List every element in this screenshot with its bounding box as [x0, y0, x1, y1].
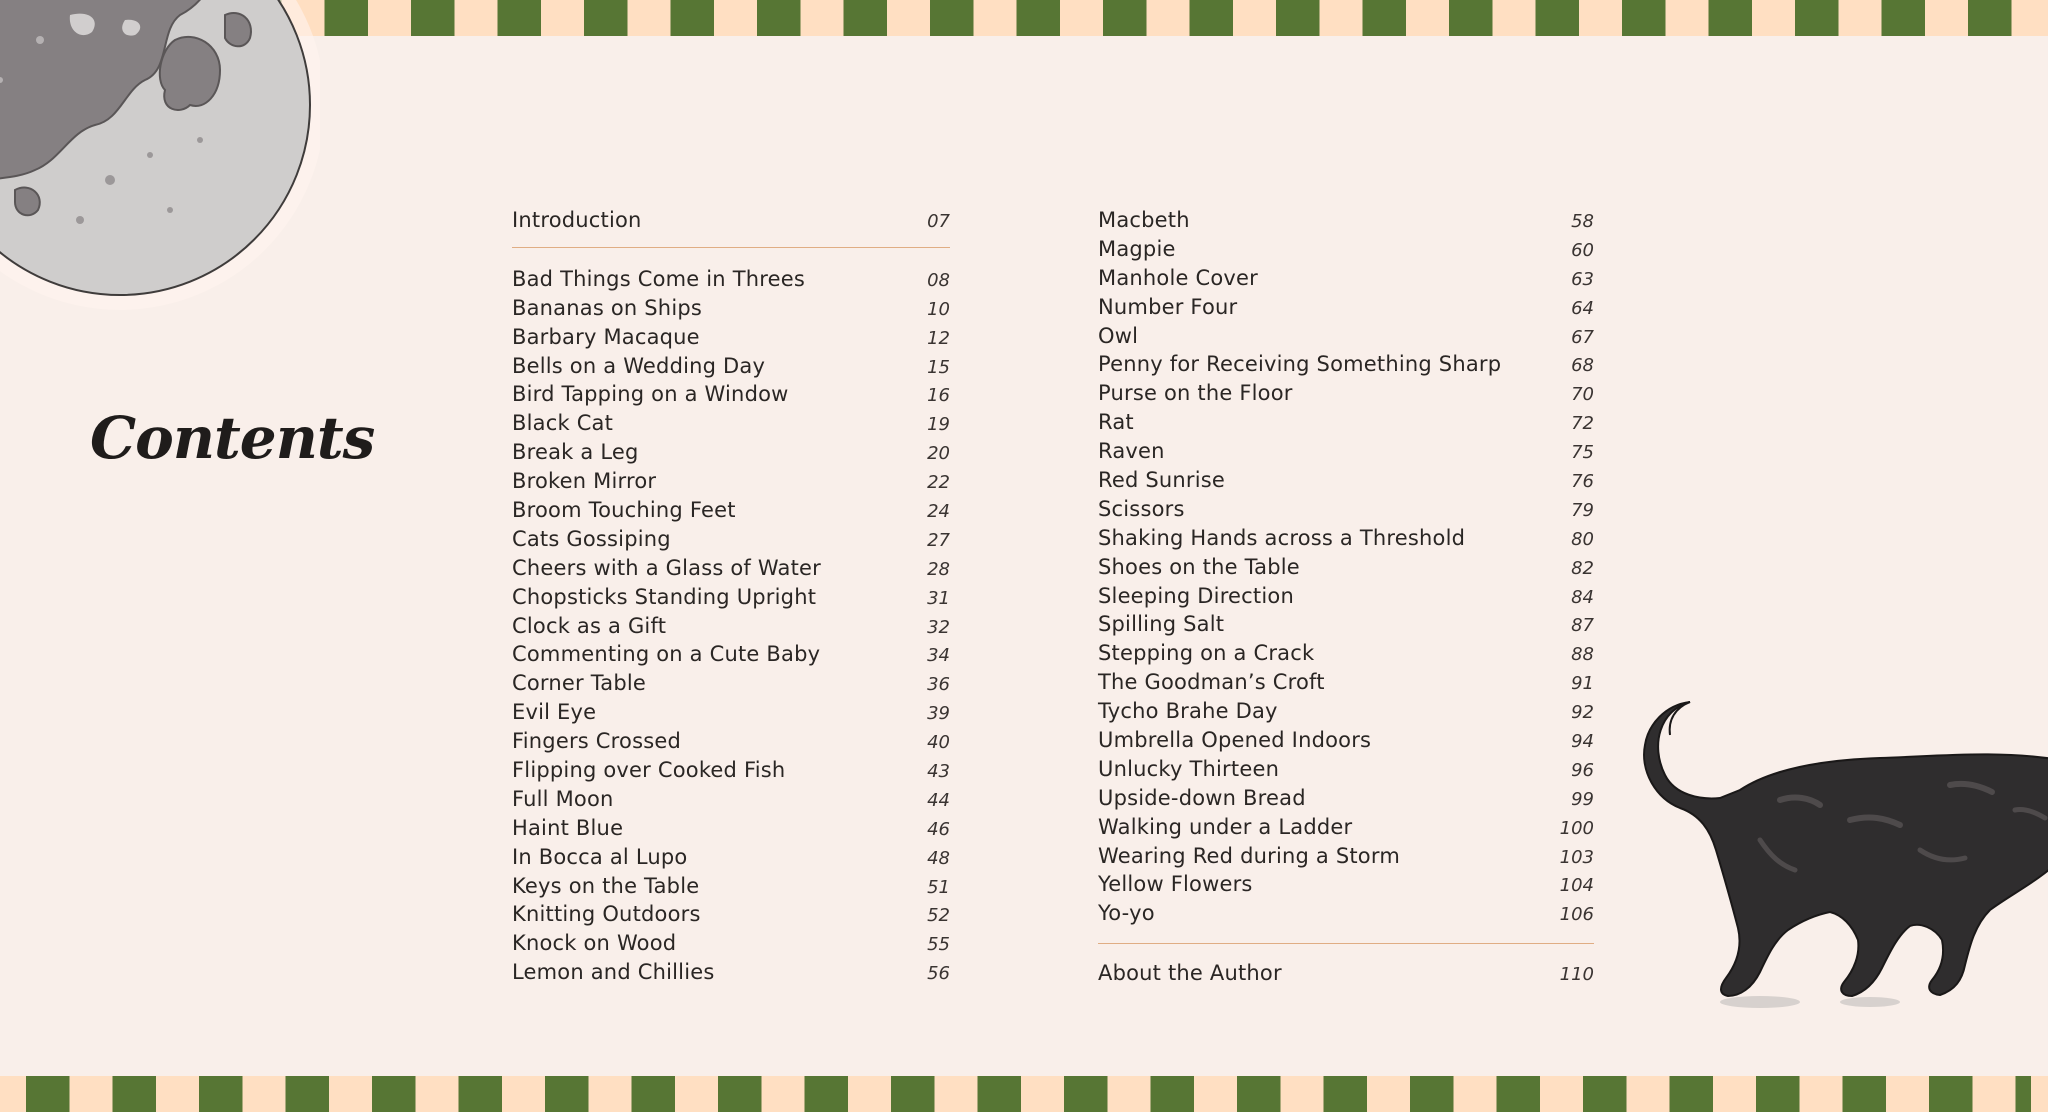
toc-entry-label: In Bocca al Lupo	[512, 844, 688, 869]
toc-entry-label: Unlucky Thirteen	[1098, 756, 1280, 781]
toc-entry[interactable]	[1098, 870, 1594, 899]
toc-entry[interactable]	[1098, 697, 1594, 726]
toc-entry-label: Knitting Outdoors	[512, 902, 701, 927]
toc-entry-page: 55	[927, 934, 950, 956]
toc-entry-page: 104	[1559, 875, 1594, 897]
toc-entry-page: 100	[1559, 817, 1594, 839]
toc-entry-label: Lemon and Chillies	[512, 960, 715, 985]
toc-entry-page: 79	[1571, 499, 1594, 521]
toc-entry[interactable]	[512, 323, 950, 352]
toc-entry[interactable]	[512, 958, 950, 987]
toc-entry-label: The Goodman’s Croft	[1098, 670, 1325, 695]
toc-entry-page: 60	[1571, 239, 1594, 261]
toc-entry-label: Cats Gossiping	[512, 526, 671, 551]
toc-entry[interactable]	[1098, 293, 1594, 322]
toc-entry-label: Shoes on the Table	[1098, 554, 1300, 579]
toc-entry[interactable]	[1098, 784, 1594, 813]
toc-list-right	[1098, 206, 1594, 928]
toc-entry[interactable]	[1098, 726, 1594, 755]
toc-entry-page: 82	[1571, 557, 1594, 579]
toc-entry-page: 58	[1571, 211, 1594, 232]
toc-entry-label: Yellow Flowers	[1098, 872, 1253, 897]
toc-entry-page: 96	[1571, 759, 1594, 781]
toc-entry-label: Bells on a Wedding Day	[512, 353, 766, 378]
toc-entry-introduction[interactable]	[512, 206, 950, 235]
toc-entry-label: Bad Things Come in Threes	[512, 266, 805, 291]
toc-entry-page: 76	[1571, 471, 1594, 493]
toc-entry-page: 36	[927, 674, 950, 696]
toc-entry[interactable]	[512, 294, 950, 323]
toc-entry[interactable]	[512, 554, 950, 583]
toc-entry[interactable]	[512, 409, 950, 438]
toc-entry[interactable]	[512, 380, 950, 409]
toc-entry-page: 10	[927, 298, 950, 320]
toc-entry-page: 28	[927, 558, 950, 580]
toc-entry[interactable]	[512, 467, 950, 496]
toc-entry-page: 56	[927, 963, 950, 985]
toc-entry-page: 67	[1571, 326, 1594, 348]
toc-entry[interactable]	[512, 640, 950, 669]
toc-entry-page: 110	[1559, 964, 1594, 986]
toc-entry-about-the-author[interactable]	[1098, 959, 1594, 988]
toc-entry[interactable]	[1098, 264, 1594, 293]
toc-entry[interactable]	[512, 669, 950, 698]
toc-entry-page: 64	[1571, 297, 1594, 319]
toc-entry-label: Macbeth	[1098, 208, 1190, 232]
toc-entry-page: 70	[1571, 384, 1594, 406]
toc-entry[interactable]	[1098, 553, 1594, 582]
toc-entry[interactable]	[1098, 437, 1594, 466]
toc-entry-label: Raven	[1098, 439, 1165, 464]
toc-entry-label: Full Moon	[512, 786, 614, 811]
toc-entry[interactable]	[1098, 668, 1594, 697]
bottom-stripe-border	[0, 1076, 2048, 1112]
toc-entry[interactable]	[1098, 639, 1594, 668]
toc-entry[interactable]	[512, 727, 950, 756]
toc-entry-label: Purse on the Floor	[1098, 381, 1293, 406]
toc-entry-label: Wearing Red during a Storm	[1098, 843, 1400, 868]
toc-entry-page: 87	[1571, 615, 1594, 637]
toc-entry[interactable]	[512, 496, 950, 525]
toc-entry-page: 84	[1571, 586, 1594, 608]
toc-entry-page: 80	[1571, 528, 1594, 550]
toc-entry[interactable]	[1098, 408, 1594, 437]
toc-entry-page: 40	[927, 732, 950, 754]
toc-entry-label: Owl	[1098, 323, 1139, 348]
toc-entry-label: Clock as a Gift	[512, 613, 667, 638]
toc-entry[interactable]	[512, 698, 950, 727]
contents-column-right	[1098, 206, 1594, 988]
toc-entry-page: 20	[927, 443, 950, 465]
toc-entry[interactable]	[512, 814, 950, 843]
toc-entry-page: 15	[927, 356, 950, 378]
toc-entry-page: 99	[1571, 788, 1594, 810]
toc-entry-label: About the Author	[1098, 961, 1282, 986]
toc-entry-label: Bananas on Ships	[512, 295, 703, 320]
toc-entry-label: Red Sunrise	[1098, 468, 1226, 493]
toc-entry-page: 27	[927, 529, 950, 551]
toc-entry-label: Broken Mirror	[512, 469, 657, 494]
toc-entry[interactable]	[512, 785, 950, 814]
toc-entry-label: Stepping on a Crack	[1098, 641, 1315, 666]
toc-entry-page: 103	[1559, 846, 1594, 868]
toc-entry[interactable]	[512, 438, 950, 467]
divider-rule	[512, 247, 950, 248]
toc-entry-label: Corner Table	[512, 671, 647, 696]
toc-entry-page: 34	[927, 645, 950, 667]
toc-entry-page: 44	[927, 789, 950, 811]
toc-entry-label: Bird Tapping on a Window	[512, 382, 789, 407]
toc-entry-page: 91	[1571, 673, 1594, 695]
toc-entry[interactable]	[1098, 322, 1594, 351]
toc-entry-label: Break a Leg	[512, 440, 639, 465]
toc-entry-label: Scissors	[1098, 496, 1185, 521]
toc-entry-label: Number Four	[1098, 294, 1238, 319]
toc-entry[interactable]	[512, 265, 950, 294]
toc-entry-page: 52	[927, 905, 950, 927]
toc-entry[interactable]	[1098, 610, 1594, 639]
toc-entry-label: Cheers with a Glass of Water	[512, 555, 821, 580]
toc-entry-page: 12	[927, 327, 950, 349]
toc-entry[interactable]	[512, 900, 950, 929]
toc-entry-page: 08	[927, 269, 950, 291]
toc-list-left	[512, 265, 950, 987]
toc-entry-page: 19	[927, 414, 950, 436]
toc-entry-label: Manhole Cover	[1098, 265, 1258, 290]
toc-entry-page: 88	[1571, 644, 1594, 666]
toc-entry-label: Rat	[1098, 410, 1134, 435]
toc-entry-label: Shaking Hands across a Threshold	[1098, 525, 1466, 550]
toc-entry-label: Yo-yo	[1098, 901, 1155, 926]
toc-entry-page: 39	[927, 703, 950, 725]
toc-entry[interactable]	[1098, 813, 1594, 842]
toc-entry-page: 72	[1571, 413, 1594, 435]
toc-entry-page: 24	[927, 501, 950, 523]
black-cat-illustration	[1620, 690, 2048, 1020]
toc-entry[interactable]	[512, 583, 950, 612]
full-moon-illustration	[0, 0, 320, 320]
toc-entry-label: Commenting on a Cute Baby	[512, 642, 821, 667]
toc-entry-label: Keys on the Table	[512, 873, 700, 898]
toc-entry[interactable]	[1098, 379, 1594, 408]
toc-entry-label: Barbary Macaque	[512, 324, 700, 349]
toc-entry-page: 46	[927, 818, 950, 840]
toc-entry[interactable]	[1098, 842, 1594, 871]
toc-entry[interactable]	[512, 352, 950, 381]
toc-entry-page: 22	[927, 472, 950, 494]
toc-entry-page: 94	[1571, 731, 1594, 753]
contents-column-left	[512, 206, 950, 987]
toc-entry[interactable]	[512, 929, 950, 958]
toc-entry-label: Flipping over Cooked Fish	[512, 758, 786, 783]
page-title: Contents	[90, 404, 375, 472]
toc-entry[interactable]	[512, 525, 950, 554]
toc-entry-label: Broom Touching Feet	[512, 498, 736, 523]
toc-entry-page: 68	[1571, 355, 1594, 377]
toc-entry-label: Evil Eye	[512, 700, 597, 725]
toc-entry-label: Black Cat	[512, 411, 614, 436]
toc-entry-label: Haint Blue	[512, 815, 624, 840]
toc-entry-label: Chopsticks Standing Upright	[512, 584, 817, 609]
toc-entry-page: 16	[927, 385, 950, 407]
toc-entry-page: 63	[1571, 268, 1594, 290]
toc-entry-page: 31	[927, 587, 950, 609]
toc-entry[interactable]	[512, 612, 950, 641]
toc-entry[interactable]	[1098, 755, 1594, 784]
toc-entry[interactable]	[1098, 466, 1594, 495]
toc-entry[interactable]	[1098, 206, 1594, 235]
toc-entry-page: 43	[927, 761, 950, 783]
toc-entry-label: Introduction	[512, 208, 642, 232]
toc-entry-page: 32	[927, 616, 950, 638]
toc-entry-label: Fingers Crossed	[512, 729, 682, 754]
toc-entry-page: 92	[1571, 702, 1594, 724]
toc-entry-label: Magpie	[1098, 236, 1176, 261]
toc-entry-page: 07	[927, 211, 950, 232]
toc-entry-label: Umbrella Opened Indoors	[1098, 728, 1372, 753]
toc-entry-page: 48	[927, 847, 950, 869]
toc-entry[interactable]	[1098, 899, 1594, 928]
toc-entry-label: Spilling Salt	[1098, 612, 1225, 637]
toc-entry-page: 106	[1559, 904, 1594, 926]
toc-entry[interactable]	[512, 872, 950, 901]
toc-entry-label: Penny for Receiving Something Sharp	[1098, 352, 1502, 377]
toc-entry[interactable]	[1098, 495, 1594, 524]
toc-entry[interactable]	[512, 756, 950, 785]
toc-entry[interactable]	[1098, 582, 1594, 611]
toc-entry-label: Knock on Wood	[512, 931, 677, 956]
toc-entry-page: 51	[927, 876, 950, 898]
toc-entry[interactable]	[1098, 235, 1594, 264]
toc-entry-label: Sleeping Direction	[1098, 583, 1294, 608]
toc-entry-label: Tycho Brahe Day	[1098, 699, 1278, 724]
toc-entry-label: Upside-down Bread	[1098, 785, 1306, 810]
toc-entry[interactable]	[1098, 524, 1594, 553]
toc-entry[interactable]	[512, 843, 950, 872]
divider-rule	[1098, 943, 1594, 944]
toc-entry[interactable]	[1098, 350, 1594, 379]
toc-entry-label: Walking under a Ladder	[1098, 814, 1353, 839]
toc-entry-page: 75	[1571, 442, 1594, 464]
